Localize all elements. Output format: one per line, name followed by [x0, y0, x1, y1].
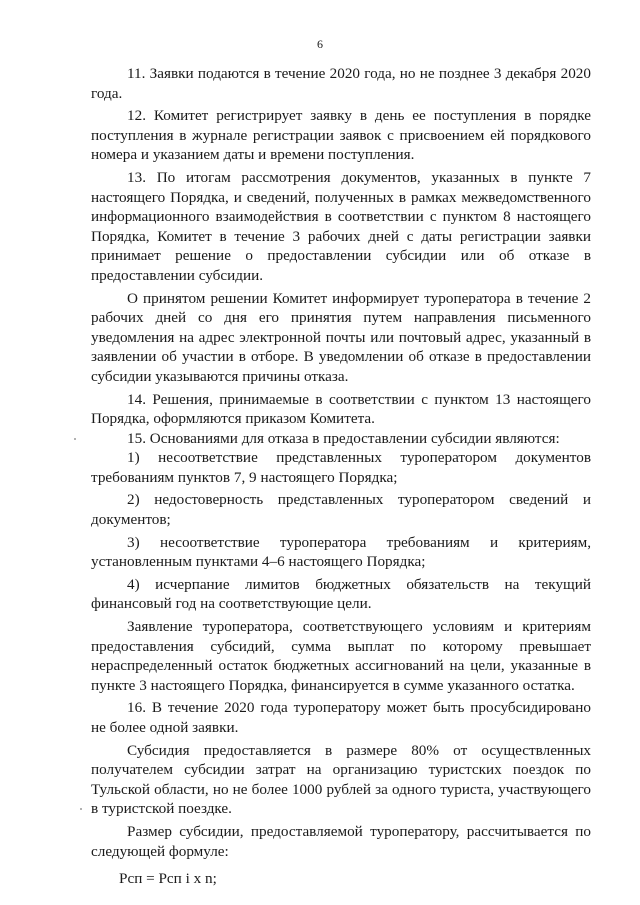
- paragraph-12: 12. Комитет регистрирует заявку в день ее поступления в порядке поступления в журнале регистрации заявок с присвоением ей порядкового номера и указанием даты и времени поступления.: [91, 107, 591, 164]
- paragraph-13: 13. По итогам рассмотрения документов, указанных в пункте 7 настоящего Порядка, и сведений, полученных в рамках межведомственного информационного взаимодействия в соответствии с пунктом 8 настоящего Порядка, Комитет в течение 3 рабочих дней с даты регистрации заявки принимает решение о предоставлении субсидии или об отказе в предоставлении субсидии.: [91, 168, 591, 284]
- paragraph-11: 11. Заявки подаются в течение 2020 года, но не позднее 3 декабря 2020 года.: [91, 65, 591, 102]
- paragraph-15: 15. Основаниями для отказа в предоставлении субсидии являются:: [127, 429, 560, 447]
- document-body: [91, 64, 591, 889]
- paragraph-15-financing: Заявление туроператора, соответствующего условиям и критериям предоставления субсидий, сумма выплат по которому превышает нераспределенный остаток бюджетных ассигнований на цели, указанные в пункте 3 настоящего Порядка, финансируется в сумме указанного остатка.: [91, 618, 591, 694]
- scan-speck: [74, 438, 76, 440]
- paragraph-13-notice: О принятом решении Комитет информирует туроператора в течение 2 рабочих дней со дня его принятия путем направления письменного уведомления на адрес электронной почты или почтовый адрес, указанный в заявлении об участии в отборе. В уведомлении об отказе в предоставлении субсидии указываются причины отказа.: [91, 289, 591, 385]
- subsidy-formula: Рсп = Рсп i x n;: [119, 870, 217, 888]
- paragraph-16-formula-intro: Размер субсидии, предоставляемой туроператору, рассчитывается по следующей формуле:: [91, 822, 591, 860]
- paragraph-14: 14. Решения, принимаемые в соответствии с пунктом 13 настоящего Порядка, оформляются приказом Комитета.: [91, 390, 591, 428]
- list-item-3: 3) несоответствие туроператора требованиям и критериям, установленным пунктами 4–6 настоящего Порядка;: [91, 533, 591, 571]
- scan-speck: [80, 808, 82, 810]
- list-item-4: 4) исчерпание лимитов бюджетных обязательств на текущий финансовый год на соответствующие цели.: [91, 575, 591, 613]
- paragraph-16: 16. В течение 2020 года туроператору может быть просубсидировано не более одной заявки.: [91, 699, 591, 736]
- list-item-1: 1) несоответствие представленных туроператором документов требованиям пунктов 7, 9 настоящего Порядка;: [91, 449, 591, 486]
- list-item-2: 2) недостоверность представленных туроператором сведений и документов;: [91, 491, 591, 529]
- page-number: 6: [317, 37, 323, 51]
- paragraph-16-subsidy-rate: Субсидия предоставляется в размере 80% от осуществленных получателем субсидии затрат на организацию туристских поездок по Тульской области, но не более 1000 рублей за одного туриста, участвующего в туристской поездке.: [91, 741, 591, 818]
